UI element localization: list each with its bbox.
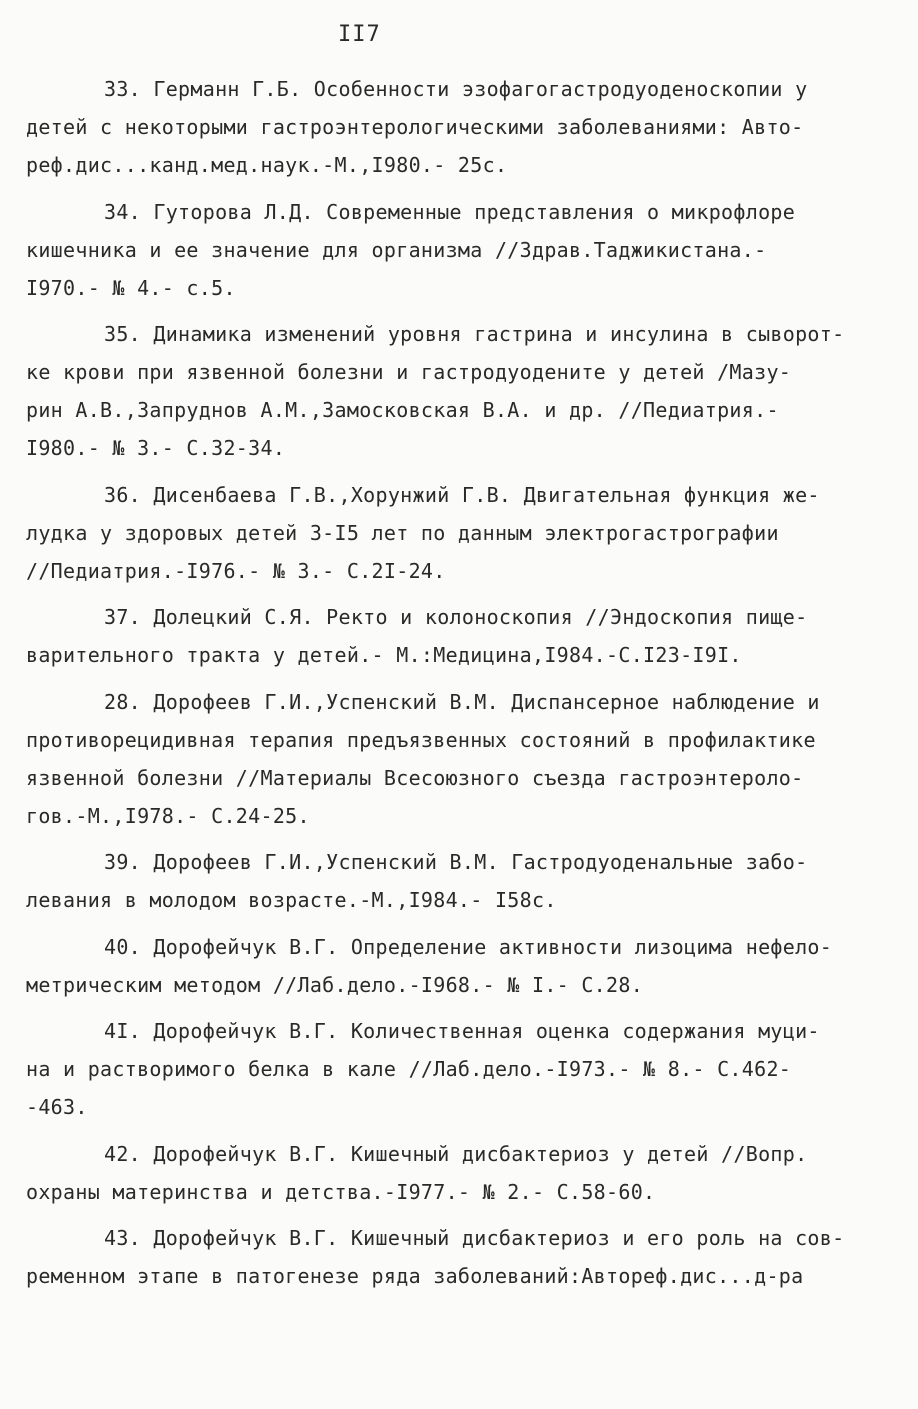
entry-line-text: 39. Дорофеев Г.И.,Успенский В.М. Гастродуоденальные забо- — [104, 850, 808, 874]
bibliography-entry — [0, 1219, 918, 1295]
entry-line — [0, 231, 918, 269]
entry-line — [0, 1050, 918, 1088]
entry-line-text: 34. Гуторова Л.Д. Современные представления о микрофлоре — [104, 199, 796, 224]
entry-line — [0, 476, 918, 514]
entry-line — [0, 683, 918, 721]
entry-line — [0, 797, 918, 835]
entry-line-text: реф.дис...канд.мед.наук.-М.,I980.- 25с. — [26, 153, 508, 177]
entry-line-text: рин А.В.,Запруднов А.М.,Замосковская В.А. и др. //Педиатрия.- — [26, 398, 779, 422]
bibliography-entry — [0, 683, 918, 835]
bibliography-entry — [0, 315, 918, 467]
entry-line-text: 43. Дорофейчук В.Г. Кишечный дисбактериоз и его роль на сов- — [104, 1226, 845, 1250]
entry-line — [0, 353, 918, 391]
entry-line — [0, 108, 918, 146]
bibliography-entry — [0, 1012, 918, 1126]
entry-line — [0, 1219, 918, 1257]
entry-line — [0, 1257, 918, 1295]
entry-line — [0, 429, 918, 467]
entry-line-text: 28. Дорофеев Г.И.,Успенский В.М. Диспансерное наблюдение и — [104, 689, 820, 714]
entry-line-text: гов.-М.,I978.- С.24-25. — [26, 803, 310, 828]
bibliography-entry — [0, 70, 918, 184]
entry-line — [0, 843, 918, 881]
entry-line-text: 42. Дорофейчук В.Г. Кишечный дисбактериоз у детей //Вопр. — [104, 1141, 808, 1166]
entry-line-text: //Педиатрия.-I976.- № 3.- С.2I-24. — [26, 558, 446, 583]
bibliography-list — [0, 70, 918, 1304]
entry-line-text: 36. Дисенбаева Г.В.,Хорунжий Г.В. Двигательная функция же- — [104, 482, 820, 507]
entry-line — [0, 391, 918, 429]
entry-line — [0, 70, 918, 108]
entry-line-text: 4I. Дорофейчук В.Г. Количественная оценка содержания муци- — [104, 1019, 820, 1043]
entry-line — [0, 598, 918, 636]
entry-line-text: 37. Долецкий С.Я. Ректо и колоноскопия //Эндоскопия пище- — [104, 605, 808, 629]
bibliography-entry — [0, 193, 918, 307]
bibliography-entry — [0, 476, 918, 590]
entry-line — [0, 966, 918, 1004]
entry-line-text: левания в молодом возрасте.-М.,I984.- I58с. — [26, 888, 557, 912]
entry-line-text: детей с некоторыми гастроэнтерологическими заболеваниями: Авто- — [26, 115, 804, 139]
entry-line-text: ке крови при язвенной болезни и гастродуодените у детей /Мазу- — [26, 360, 792, 384]
entry-line-text: варительного тракта у детей.- М.:Медицина,I984.-С.I23-I9I. — [26, 643, 742, 667]
entry-line — [0, 759, 918, 797]
entry-line — [0, 1012, 918, 1050]
entry-line-text: 33. Германн Г.Б. Особенности эзофагогастродуоденоскопии у — [104, 77, 808, 101]
entry-line — [0, 514, 918, 552]
entry-line-text: лудка у здоровых детей 3-I5 лет по данным электрогастрографии — [26, 520, 779, 545]
entry-line — [0, 636, 918, 674]
entry-line — [0, 269, 918, 307]
bibliography-entry — [0, 928, 918, 1004]
entry-line — [0, 1173, 918, 1211]
entry-line — [0, 315, 918, 353]
entry-line-text: I980.- № 3.- С.32-34. — [26, 436, 286, 460]
entry-line — [0, 881, 918, 919]
entry-line — [0, 552, 918, 590]
entry-line-text: 40. Дорофейчук В.Г. Определение активности лизоцима нефело- — [104, 934, 833, 959]
entry-line-text: на и растворимого белка в кале //Лаб.дело.-I973.- № 8.- С.462- — [26, 1057, 792, 1081]
bibliography-entry — [0, 843, 918, 919]
entry-line-text: противорецидивная терапия предъязвенных состояний в профилактике — [26, 727, 816, 752]
bibliography-entry — [0, 598, 918, 674]
entry-line — [0, 928, 918, 966]
entry-line-text: кишечника и ее значение для организма //Здрав.Таджикистана.- — [26, 237, 767, 262]
entry-line-text: -463. — [26, 1095, 88, 1119]
entry-line — [0, 146, 918, 184]
entry-line-text: охраны материнства и детства.-I977.- № 2.- С.58-60. — [26, 1179, 656, 1204]
entry-line-text: язвенной болезни //Материалы Всесоюзного съезда гастроэнтероло- — [26, 765, 804, 790]
entry-line-text: I970.- № 4.- с.5. — [26, 275, 236, 300]
entry-line-text: 35. Динамика изменений уровня гастрина и инсулина в сыворот- — [104, 322, 845, 346]
entry-line — [0, 1088, 918, 1126]
entry-line — [0, 1135, 918, 1173]
entry-line — [0, 721, 918, 759]
entry-line-text: ременном этапе в патогенезе ряда заболеваний:Автореф.дис...д-ра — [26, 1264, 804, 1288]
page-number: II7 — [338, 22, 381, 47]
entry-line-text: метрическим методом //Лаб.дело.-I968.- № I.- С.28. — [26, 972, 644, 997]
entry-line — [0, 193, 918, 231]
bibliography-entry — [0, 1135, 918, 1211]
